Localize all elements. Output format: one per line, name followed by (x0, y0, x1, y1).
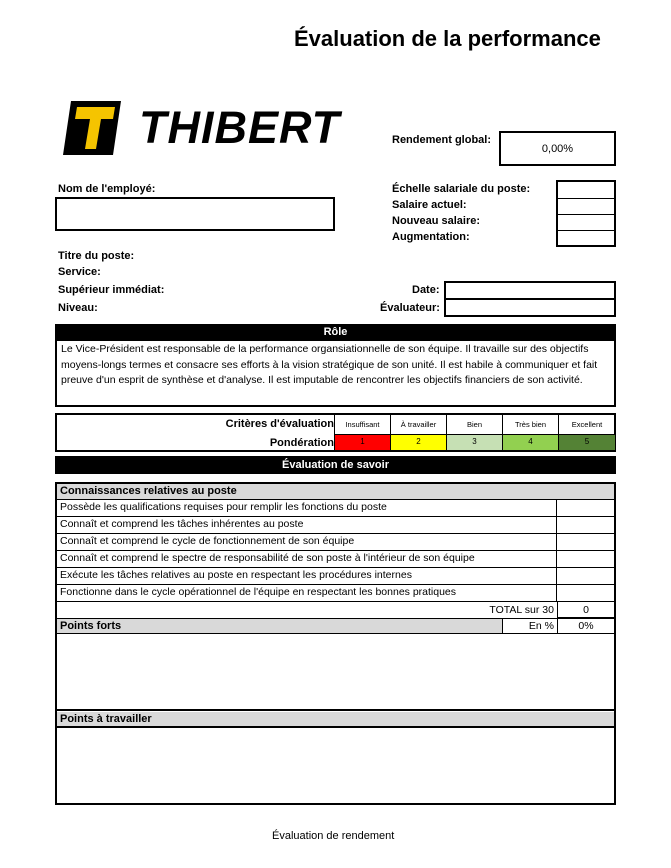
level-very-good: Très bien (503, 415, 559, 435)
knowledge-score-5[interactable] (557, 568, 614, 585)
knowledge-section-title: Connaissances relatives au poste (57, 484, 614, 500)
percent-label: En % (502, 618, 557, 634)
strengths-label: Points forts (57, 618, 502, 634)
weight-4: 4 (503, 435, 559, 450)
improvements-label: Points à travailler (57, 712, 614, 728)
level-excellent: Excellent (559, 415, 615, 435)
knowledge-score-3[interactable] (557, 534, 614, 551)
strengths-field[interactable] (57, 634, 614, 711)
raise-label: Augmentation: (392, 231, 470, 243)
total-label: TOTAL sur 30 (489, 604, 554, 616)
date-label: Date: (412, 284, 440, 296)
weight-label: Pondération (269, 437, 334, 449)
criteria-label: Critères d'évaluation (225, 418, 334, 430)
level-good: Bien (447, 415, 503, 435)
overall-value: 0,00% (541, 142, 574, 155)
evaluator-label: Évaluateur: (380, 302, 440, 314)
new-salary-label: Nouveau salaire: (392, 215, 481, 227)
criteria-grid (334, 415, 615, 450)
knowledge-item-3: Connaît et comprend le cycle de fonctionnement de son équipe (57, 534, 557, 551)
overall-value-box (499, 131, 616, 166)
knowledge-header: Évaluation de savoir (55, 456, 616, 474)
knowledge-table (55, 482, 616, 805)
weight-2: 2 (391, 435, 447, 450)
evaluator-field[interactable] (444, 298, 616, 317)
criteria-table (55, 413, 616, 452)
new-salary-field[interactable] (558, 214, 614, 231)
level-label: Niveau: (58, 302, 98, 314)
knowledge-score-1[interactable] (557, 500, 614, 517)
current-salary-label: Salaire actuel: (392, 199, 467, 211)
level-to-improve: À travailler (391, 415, 447, 435)
knowledge-score-4[interactable] (557, 551, 614, 568)
employee-name-label: Nom de l'employé: (58, 183, 156, 195)
weight-3: 3 (447, 435, 503, 450)
overall-label: Rendement global: (392, 134, 492, 146)
salary-fields (556, 180, 616, 247)
salary-scale-field[interactable] (558, 182, 614, 199)
knowledge-item-1: Possède les qualifications requises pour remplir les fonctions du poste (57, 500, 557, 517)
supervisor-label: Supérieur immédiat: (58, 284, 165, 296)
knowledge-item-2: Connaît et comprend les tâches inhérentes au poste (57, 517, 557, 534)
knowledge-item-5: Exécute les tâches relatives au poste en respectant les procédures internes (57, 568, 557, 585)
level-insufficient: Insuffisant (335, 415, 391, 435)
role-text: Le Vice-Président est responsable de la performance organsiationnelle de son équipe. Il travaille sur des objectifs moyens-longs termes et consacre ses efforts à la vision stratégique de son unité. Il est habile à communiquer et fait preuve d'un esprit de synthèse et d'analyse. Il est imputable de rencontrer les objectifs financiers de son activité. (55, 341, 616, 407)
improvements-field[interactable] (57, 728, 614, 803)
role-header: Rôle (55, 324, 616, 341)
current-salary-field[interactable] (558, 198, 614, 215)
company-logo (63, 101, 363, 155)
knowledge-item-6: Fonctionne dans le cycle opérationnel de l'équipe en respectant les bonnes pratiques (57, 585, 557, 602)
footer-text: Évaluation de rendement (272, 830, 395, 842)
knowledge-score-2[interactable] (557, 517, 614, 534)
total-value: 0 (557, 602, 614, 618)
raise-field[interactable] (558, 230, 614, 245)
logo-text: THIBERT (139, 102, 341, 153)
weight-1: 1 (335, 435, 391, 450)
page-title: Évaluation de la performance (294, 26, 601, 51)
employee-name-field[interactable] (55, 197, 335, 231)
percent-value: 0% (557, 618, 614, 634)
knowledge-item-4: Connaît et comprend le spectre de responsabilité de son poste à l'intérieur de son équipe (57, 551, 557, 568)
job-title-label: Titre du poste: (58, 250, 135, 262)
weight-5: 5 (559, 435, 615, 450)
salary-scale-label: Échelle salariale du poste: (392, 183, 531, 195)
knowledge-score-6[interactable] (557, 585, 614, 602)
service-label: Service: (58, 266, 101, 278)
